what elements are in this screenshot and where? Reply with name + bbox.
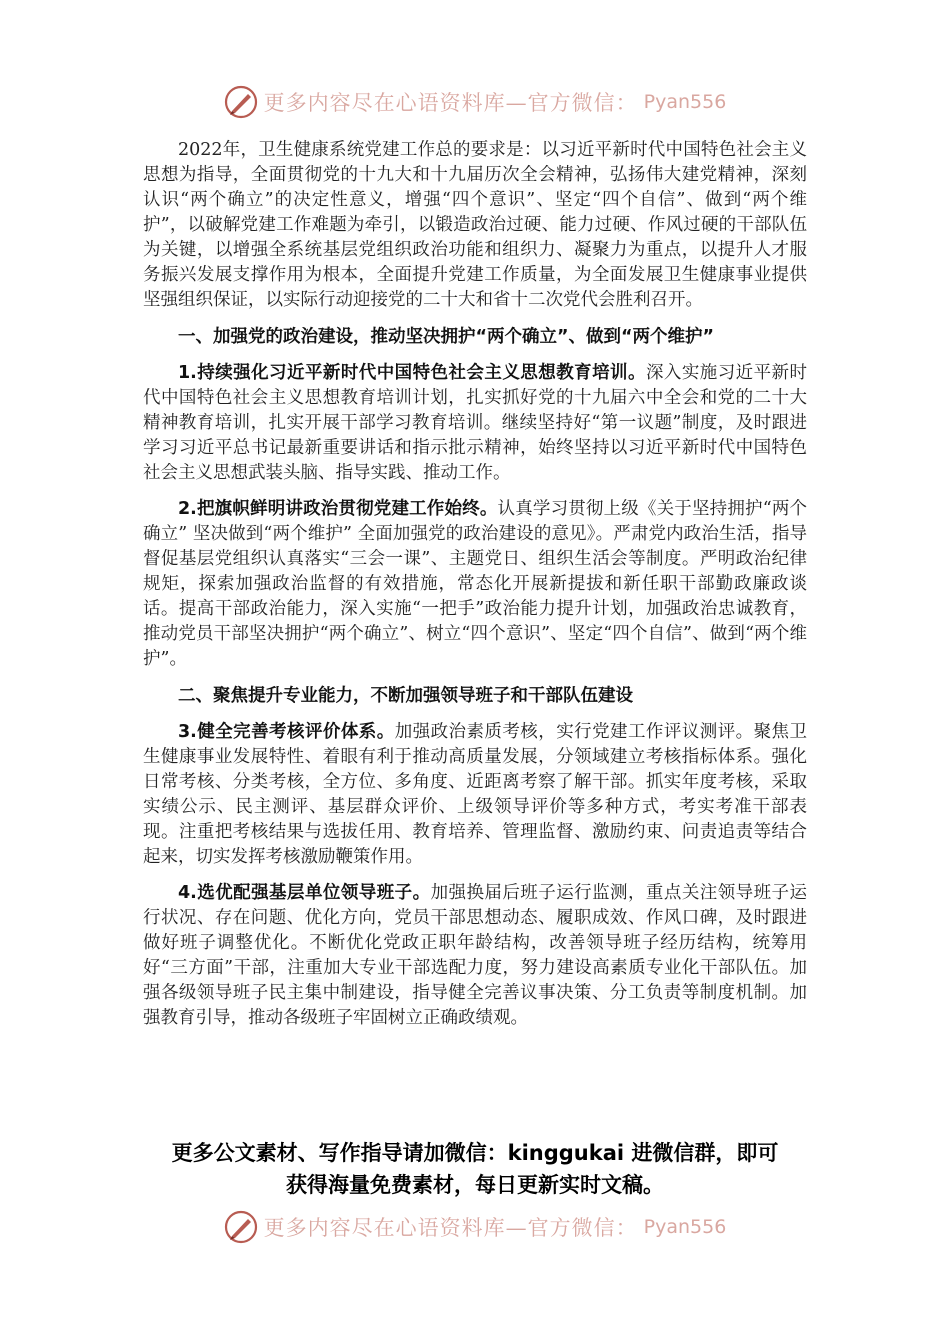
item-title-3: 3.健全完善考核评价体系。 [178,722,395,742]
watermark-text: 更多内容尽在心语资料库—官方微信： [263,91,638,115]
pen-logo-icon [224,1210,258,1244]
watermark-handle: Pyan556 [643,91,727,113]
section-heading-1: 一、加强党的政治建设，推动坚决拥护“两个确立”、做到“两个维护” [178,327,715,347]
item-paragraph-2 [143,497,807,672]
intro-paragraph: 2022年，卫生健康系统党建工作总的要求是：以习近平新时代中国特色社会主义思想为指导，全面贯彻党的十九大和十九届历次全会精神，弘扬伟大建党精神，深刻认识“两个确立”的决定性意义，增强“四个意识”、坚定“四个自信”、做到“两个维护”，以破解党建工作难题为牵引，以锻造政治过硬、能力过硬、作风过硬的干部队伍为关键，以增强全系统基层党组织政治功能和组织力、凝聚力为重点，以提升人才服务振兴发展支撑作用为根本，全面提升党建工作质量，为全面发展卫生健康事业提供坚强组织保证，以实际行动迎接党的二十大和省十二次党代会胜利召开。 [143,140,807,310]
footer-line-1: 更多公文素材、写作指导请加微信：kinggukai 进微信群，即可 [171,1141,779,1165]
item-body-4: 加强换届后班子运行监测，重点关注领导班子运行状况、存在问题、优化方向，党员干部思想动态、履职成效、作风口碑，及时跟进做好班子调整优化。不断优化党政正职年龄结构，改善领导班子经历结构，统筹用好“三方面”干部，注重加大专业干部选配力度，努力建设高素质专业化干部队伍。加强各级领导班子民主集中制建设，指导健全完善议事决策、分工负责等制度机制。加强教育引导，推动各级班子牢固树立正确政绩观。 [143,883,808,1028]
item-title-4: 4.选优配强基层单位领导班子。 [178,883,431,903]
section-heading-2: 二、聚焦提升专业能力，不断加强领导班子和干部队伍建设 [178,686,633,706]
item-body-2: 认真学习贯彻上级《关于坚持拥护“两个确立” 坚决做到“两个维护” 全面加强党的政治建设的意见》。严肃党内政治生活，指导督促基层党组织认真落实“三会一课”、主题党日、组织生活会等制度。严明政治纪律规矩，探索加强政治监督的有效措施，常态化开展新提拔和新任职干部勤政廉政谈话。提高干部政治能力，深入实施“一把手”政治能力提升计划，加强政治忠诚教育，推动党员干部坚决拥护“两个确立”、树立“四个意识”、坚定“四个自信”、做到“两个维护”。 [143,499,807,669]
watermark-text: 更多内容尽在心语资料库—官方微信： [263,1216,638,1240]
item-title-1: 1.持续强化习近平新时代中国特色社会主义思想教育培训。 [178,363,646,383]
watermark-footer [0,1205,950,1249]
item-title-2: 2.把旗帜鲜明讲政治贯彻党建工作始终。 [178,499,498,519]
item-body-3: 加强政治素质考核，实行党建工作评议测评。聚焦卫生健康事业发展特性、着眼有利于推动高质量发展，分领域建立考核指标体系。强化日常考核、分类考核，全方位、多角度、近距离考察了解干部。抓实年度考核，采取实绩公示、民主测评、基层群众评价、上级领导评价等多种方式，考实考准干部表现。注重把考核结果与选拔任用、教育培养、管理监督、激励约束、问责追责等结合起来，切实发挥考核激励鞭策作用。 [143,722,808,867]
watermark-handle: Pyan556 [643,1216,727,1238]
item-paragraph-3 [143,720,807,870]
watermark-header [0,80,950,124]
item-body-1: 深入实施习近平新时代中国特色社会主义思想教育培训计划，扎实抓好党的十九届六中全会和党的二十大精神教育培训，扎实开展干部学习教育培训。继续坚持好“第一议题”制度，及时跟进学习习近平总书记最新重要讲话和指示批示精神，始终坚持以习近平新时代中国特色社会主义思想武装头脑、指导实践、推动工作。 [143,363,808,483]
pen-logo-icon [224,85,258,119]
footer-note [110,1137,840,1201]
item-paragraph-4 [143,881,807,1031]
footer-line-2: 获得海量免费素材，每日更新实时文稿。 [286,1173,664,1197]
item-paragraph-1 [143,361,807,486]
document-body [143,138,807,1031]
